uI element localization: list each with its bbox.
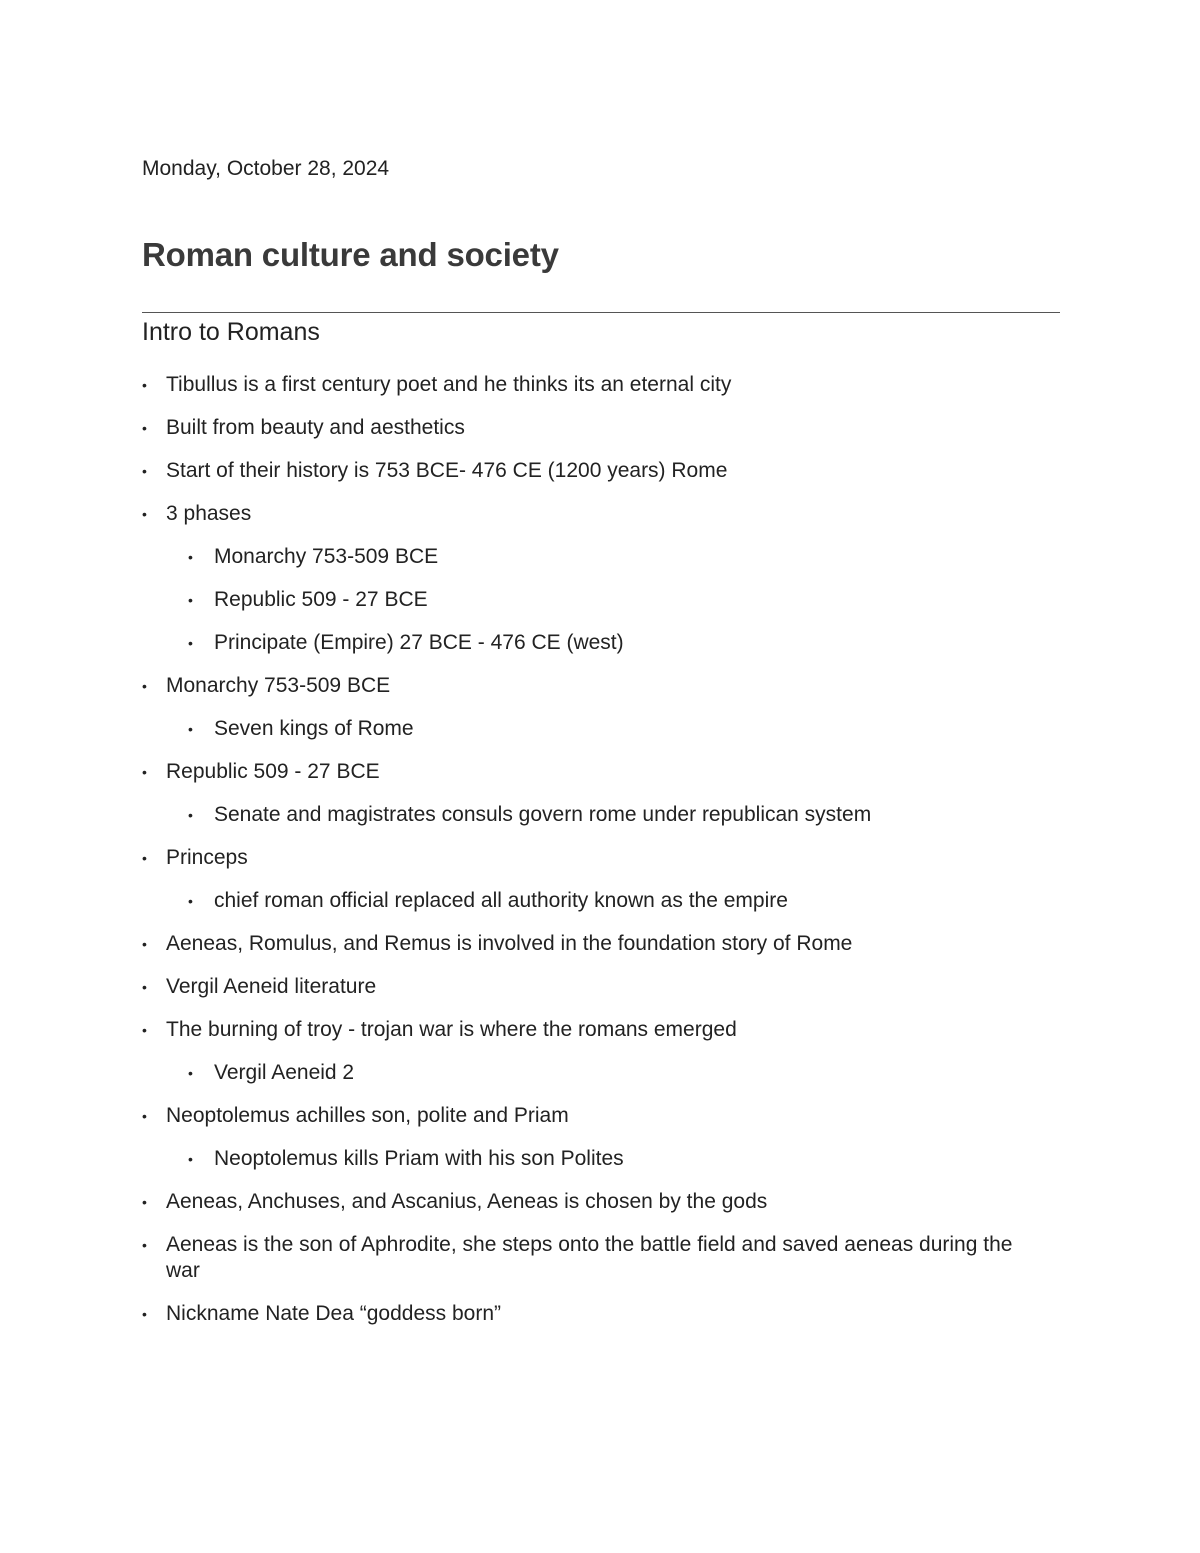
- list-item: [142, 458, 1060, 484]
- list-item: [142, 501, 1060, 527]
- list-item-text: Start of their history is 753 BCE- 476 CE (1200 years) Rome: [166, 459, 728, 482]
- bullet-icon: •: [142, 1022, 147, 1038]
- list-item-text: Built from beauty and aesthetics: [166, 416, 465, 439]
- bullet-icon: •: [188, 1151, 193, 1167]
- list-item: [142, 931, 1060, 957]
- list-item-text: Neoptolemus achilles son, polite and Priam: [166, 1104, 569, 1127]
- sub-list-item: [142, 587, 1060, 613]
- bullet-icon: •: [188, 592, 193, 608]
- list-item-text: Princeps: [166, 846, 248, 869]
- bullet-icon: •: [188, 893, 193, 909]
- list-item: [142, 974, 1060, 1000]
- bullet-icon: •: [142, 850, 147, 866]
- bullet-icon: •: [188, 635, 193, 651]
- list-item-text: Republic 509 - 27 BCE: [214, 588, 428, 611]
- bullet-icon: •: [188, 1065, 193, 1081]
- list-item-text: 3 phases: [166, 502, 252, 525]
- list-item-text: The burning of troy - trojan war is where the romans emerged: [166, 1018, 737, 1041]
- list-item: [142, 1017, 1060, 1043]
- list-item: [142, 759, 1060, 785]
- list-item-text: Aeneas is the son of Aphrodite, she steps onto the battle field and saved aeneas during the war: [166, 1233, 1013, 1282]
- list-item: [142, 1189, 1060, 1215]
- list-item: [142, 673, 1060, 699]
- bullet-icon: •: [142, 1237, 147, 1253]
- bullet-icon: •: [188, 549, 193, 565]
- list-item-text: Seven kings of Rome: [214, 717, 414, 740]
- bullet-icon: •: [142, 979, 147, 995]
- sub-list-item: [142, 544, 1060, 570]
- list-item-text: Vergil Aeneid literature: [166, 975, 377, 998]
- list-item-text: Senate and magistrates consuls govern rome under republican system: [214, 803, 872, 826]
- list-item-text: Tibullus is a first century poet and he thinks its an eternal city: [166, 373, 732, 396]
- bullet-icon: •: [188, 721, 193, 737]
- bullet-icon: •: [142, 764, 147, 780]
- bullet-icon: •: [142, 463, 147, 479]
- sub-list-item: [142, 802, 1060, 828]
- list-item-text: Neoptolemus kills Priam with his son Polites: [214, 1147, 624, 1170]
- list-item: [142, 372, 1060, 398]
- sub-list-item: [142, 716, 1060, 742]
- list-item: [142, 1103, 1060, 1129]
- bullet-icon: •: [142, 1306, 147, 1322]
- bullet-icon: •: [142, 420, 147, 436]
- bullet-icon: •: [142, 1108, 147, 1124]
- list-item-text: Monarchy 753-509 BCE: [166, 674, 391, 697]
- list-item-text: chief roman official replaced all authority known as the empire: [214, 889, 788, 912]
- list-item: [142, 415, 1060, 441]
- sub-list-item: [142, 888, 1060, 914]
- note-date: Monday, October 28, 2024: [142, 157, 390, 180]
- sub-list-item: [142, 1146, 1060, 1172]
- bullet-icon: •: [142, 1194, 147, 1210]
- list-item-text: Nickname Nate Dea “goddess born”: [166, 1302, 501, 1325]
- list-item-text: Vergil Aeneid 2: [214, 1061, 355, 1084]
- bullet-icon: •: [142, 377, 147, 393]
- list-item-text: Aeneas, Anchuses, and Ascanius, Aeneas is chosen by the gods: [166, 1190, 768, 1213]
- list-item-text: Principate (Empire) 27 BCE - 476 CE (west): [214, 631, 624, 654]
- list-item: [142, 845, 1060, 871]
- list-item-text: Aeneas, Romulus, and Remus is involved in the foundation story of Rome: [166, 932, 853, 955]
- sub-list-item: [142, 1060, 1060, 1086]
- list-item-text: Monarchy 753-509 BCE: [214, 545, 439, 568]
- title-divider: [142, 312, 1060, 313]
- list-item: [142, 1301, 1060, 1327]
- section-heading: Intro to Romans: [142, 318, 320, 346]
- list-item: [142, 1232, 1060, 1284]
- bullet-list: [142, 372, 1060, 1344]
- page-title: Roman culture and society: [142, 236, 559, 273]
- bullet-icon: •: [188, 807, 193, 823]
- bullet-icon: •: [142, 506, 147, 522]
- sub-list-item: [142, 630, 1060, 656]
- list-item-text: Republic 509 - 27 BCE: [166, 760, 380, 783]
- bullet-icon: •: [142, 678, 147, 694]
- bullet-icon: •: [142, 936, 147, 952]
